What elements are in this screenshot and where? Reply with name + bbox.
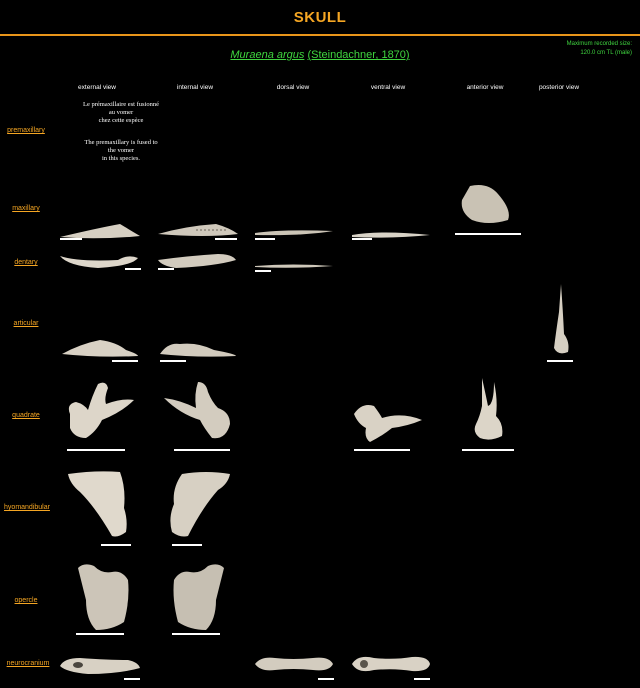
max-size-label: Maximum recorded size:: [566, 41, 632, 47]
scale-bar: [158, 268, 174, 270]
species-name[interactable]: Muraena argus: [230, 49, 305, 61]
max-size-value: 120.0 cm TL (male): [580, 50, 632, 56]
premaxillary-note-en: [56, 139, 186, 163]
scale-bar: [174, 449, 230, 451]
scale-bar: [547, 360, 573, 362]
col-posterior-view: posterior view: [538, 84, 580, 91]
maxillary-dorsal-image[interactable]: [253, 225, 335, 239]
page-title: SKULL: [293, 9, 347, 26]
note-fr-line2: au vomer: [108, 109, 134, 116]
row-opercle[interactable]: opercle: [14, 597, 38, 604]
neurocranium-dorsal-image[interactable]: [253, 652, 335, 676]
max-size-info: [512, 40, 632, 58]
articular-external-image[interactable]: [60, 336, 140, 360]
scale-bar: [112, 360, 138, 362]
articular-internal-image[interactable]: [158, 336, 238, 360]
col-ventral-view: ventral view: [370, 84, 406, 91]
premaxillary-note-fr: [56, 101, 186, 125]
scale-bar: [352, 238, 372, 240]
scale-bar: [101, 544, 131, 546]
scale-bar: [255, 270, 271, 272]
scale-bar: [67, 449, 125, 451]
col-anterior-view: anterior view: [466, 84, 504, 91]
note-en-line2: the vomer: [107, 147, 135, 154]
hyomandibular-internal-image[interactable]: [166, 468, 232, 542]
scale-bar: [125, 268, 141, 270]
row-neurocranium[interactable]: neurocranium: [6, 660, 50, 667]
col-dorsal-view: dorsal view: [276, 84, 310, 91]
scale-bar: [172, 544, 202, 546]
hyomandibular-external-image[interactable]: [66, 468, 136, 542]
scale-bar: [414, 678, 430, 680]
col-internal-view: internal view: [176, 84, 214, 91]
neurocranium-ventral-image[interactable]: [350, 652, 432, 676]
scale-bar: [318, 678, 334, 680]
row-articular[interactable]: articular: [13, 320, 39, 327]
quadrate-external-image[interactable]: [62, 378, 138, 444]
scale-bar: [160, 360, 186, 362]
scale-bar: [76, 633, 124, 635]
scale-bar: [215, 238, 237, 240]
scale-bar: [255, 238, 275, 240]
scale-bar: [455, 233, 521, 235]
articular-posterior-image[interactable]: [550, 282, 572, 360]
row-dentary[interactable]: dentary: [14, 259, 38, 266]
row-hyomandibular[interactable]: hyomandibular: [4, 504, 50, 511]
title-divider: [0, 34, 640, 36]
scale-bar: [462, 449, 514, 451]
scale-bar: [60, 238, 82, 240]
opercle-internal-image[interactable]: [168, 560, 230, 634]
note-fr-line3: chez cette espèce: [98, 117, 144, 124]
quadrate-internal-image[interactable]: [160, 378, 236, 444]
note-fr-line1: Le prémaxillaire est fusionné: [83, 101, 159, 108]
scale-bar: [354, 449, 410, 451]
row-quadrate[interactable]: quadrate: [12, 412, 40, 419]
opercle-external-image[interactable]: [72, 560, 132, 634]
note-en-line3: in this species.: [101, 155, 141, 162]
quadrate-anterior-image[interactable]: [470, 376, 506, 444]
note-en-line1: The premaxillary is fused to: [84, 139, 158, 146]
neurocranium-external-image[interactable]: [58, 652, 142, 678]
species-author[interactable]: (Steindachner, 1870): [307, 49, 410, 61]
quadrate-ventral-image[interactable]: [352, 398, 424, 444]
row-premaxillary[interactable]: premaxillary: [7, 127, 45, 134]
scale-bar: [124, 678, 140, 680]
row-maxillary[interactable]: maxillary: [12, 205, 40, 212]
col-external-view: external view: [78, 84, 116, 91]
maxillary-anterior-image[interactable]: [458, 182, 514, 226]
scale-bar: [172, 633, 220, 635]
